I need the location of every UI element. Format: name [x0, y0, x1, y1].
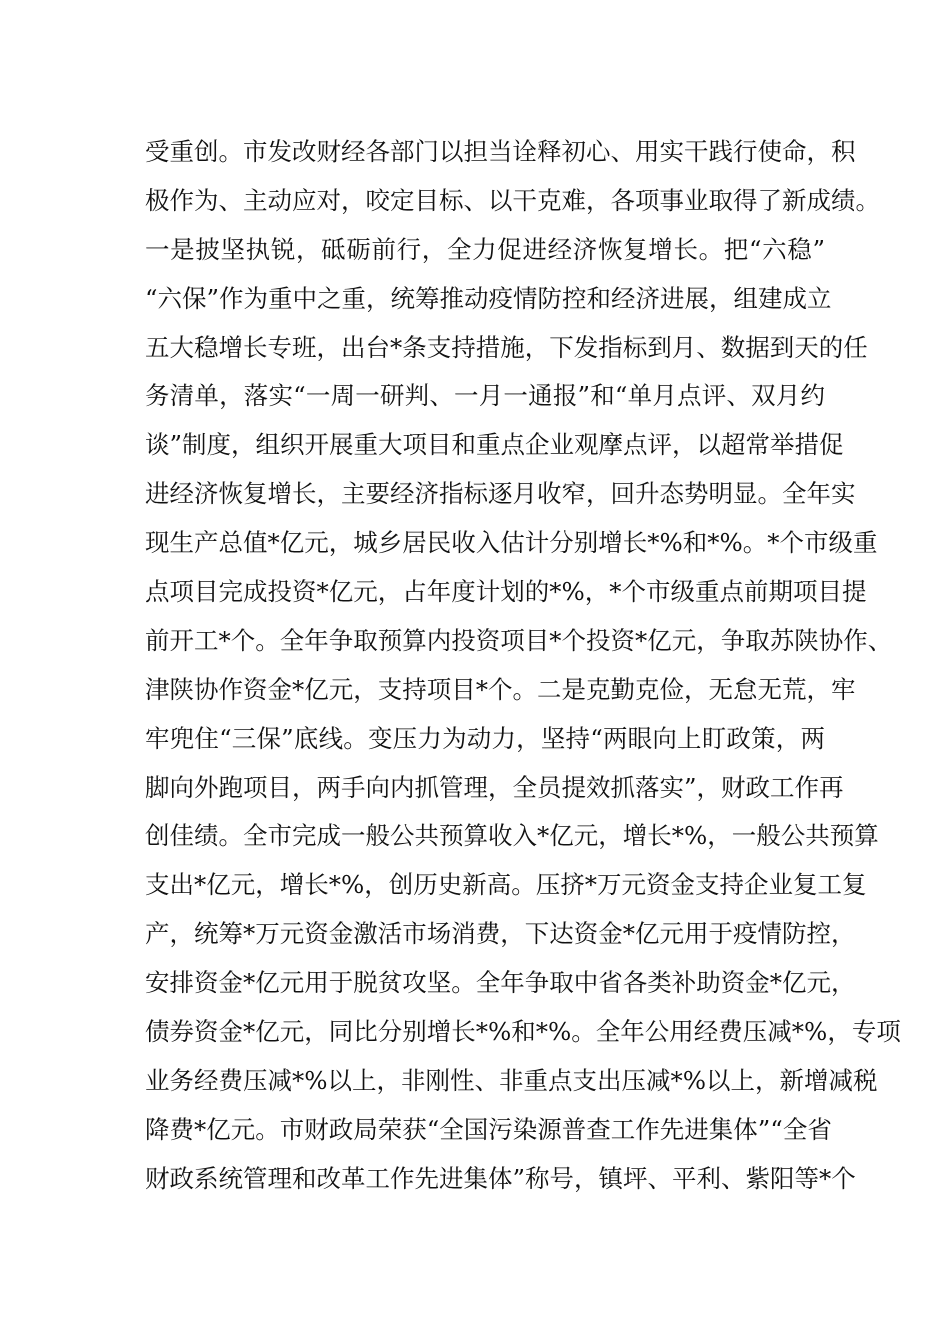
text-line: 债券资金*亿元，同比分别增长*%和*%。全年公用经费压减*%，专项 [145, 1017, 901, 1047]
text-line: 产，统筹*万元资金激活市场消费，下达资金*亿元用于疫情防控， [145, 919, 856, 949]
text-line: 务清单，落实“一周一研判、一月一通报”和“单月点评、双月约 [145, 381, 825, 411]
text-line: 创佳绩。全市完成一般公共预算收入*亿元，增长*%，一般公共预算 [145, 821, 879, 851]
text-line: 前开工*个。全年争取预算内投资项目*个投资*亿元，争取苏陕协作、 [145, 625, 893, 655]
text-line: 安排资金*亿元用于脱贫攻坚。全年争取中省各类补助资金*亿元， [145, 968, 856, 998]
text-line: 降费*亿元。市财政局荣获“全国污染源普查工作先进集体”“全省 [145, 1114, 832, 1144]
text-line: 业务经费压减*%以上，非刚性、非重点支出压减*%以上，新增减税 [145, 1065, 878, 1095]
text-line: 一是披坚执锐，砥砺前行，全力促进经济恢复增长。把“六稳” [145, 234, 825, 264]
text-line: 现生产总值*亿元，城乡居民收入估计分别增长*%和*%。*个市级重 [145, 528, 878, 558]
text-line: 谈”制度，组织开展重大项目和重点企业观摩点评，以超常举措促 [145, 430, 844, 460]
text-line: 五大稳增长专班，出台*条支持措施，下发指标到月、数据到天的任 [145, 332, 868, 362]
text-line: 支出*亿元，增长*%，创历史新高。压挤*万元资金支持企业复工复 [145, 870, 867, 900]
text-line: 点项目完成投资*亿元，占年度计划的*%，*个市级重点前期项目提 [145, 577, 867, 607]
text-line: 进经济恢复增长，主要经济指标逐月收窄，回升态势明显。全年实 [145, 479, 856, 509]
text-line: 脚向外跑项目，两手向内抓管理，全员提效抓落实”，财政工作再 [145, 772, 844, 802]
text-line: 津陕协作资金*亿元，支持项目*个。二是克勤克俭，无怠无荒，牢 [145, 674, 856, 704]
text-line: 极作为、主动应对，咬定目标、以干克难，各项事业取得了新成绩。 [145, 185, 880, 215]
text-line: 财政系统管理和改革工作先进集体”称号，镇坪、平利、紫阳等*个 [145, 1163, 856, 1193]
body-paragraph [145, 128, 901, 1204]
text-line: “六保”作为重中之重，统筹推动疫情防控和经济进展，组建成立 [145, 283, 832, 313]
text-line: 受重创。市发改财经各部门以担当诠释初心、用实干践行使命，积 [145, 137, 856, 166]
text-line: 牢兜住“三保”底线。变压力为动力，坚持“两眼向上盯政策，两 [145, 723, 825, 753]
